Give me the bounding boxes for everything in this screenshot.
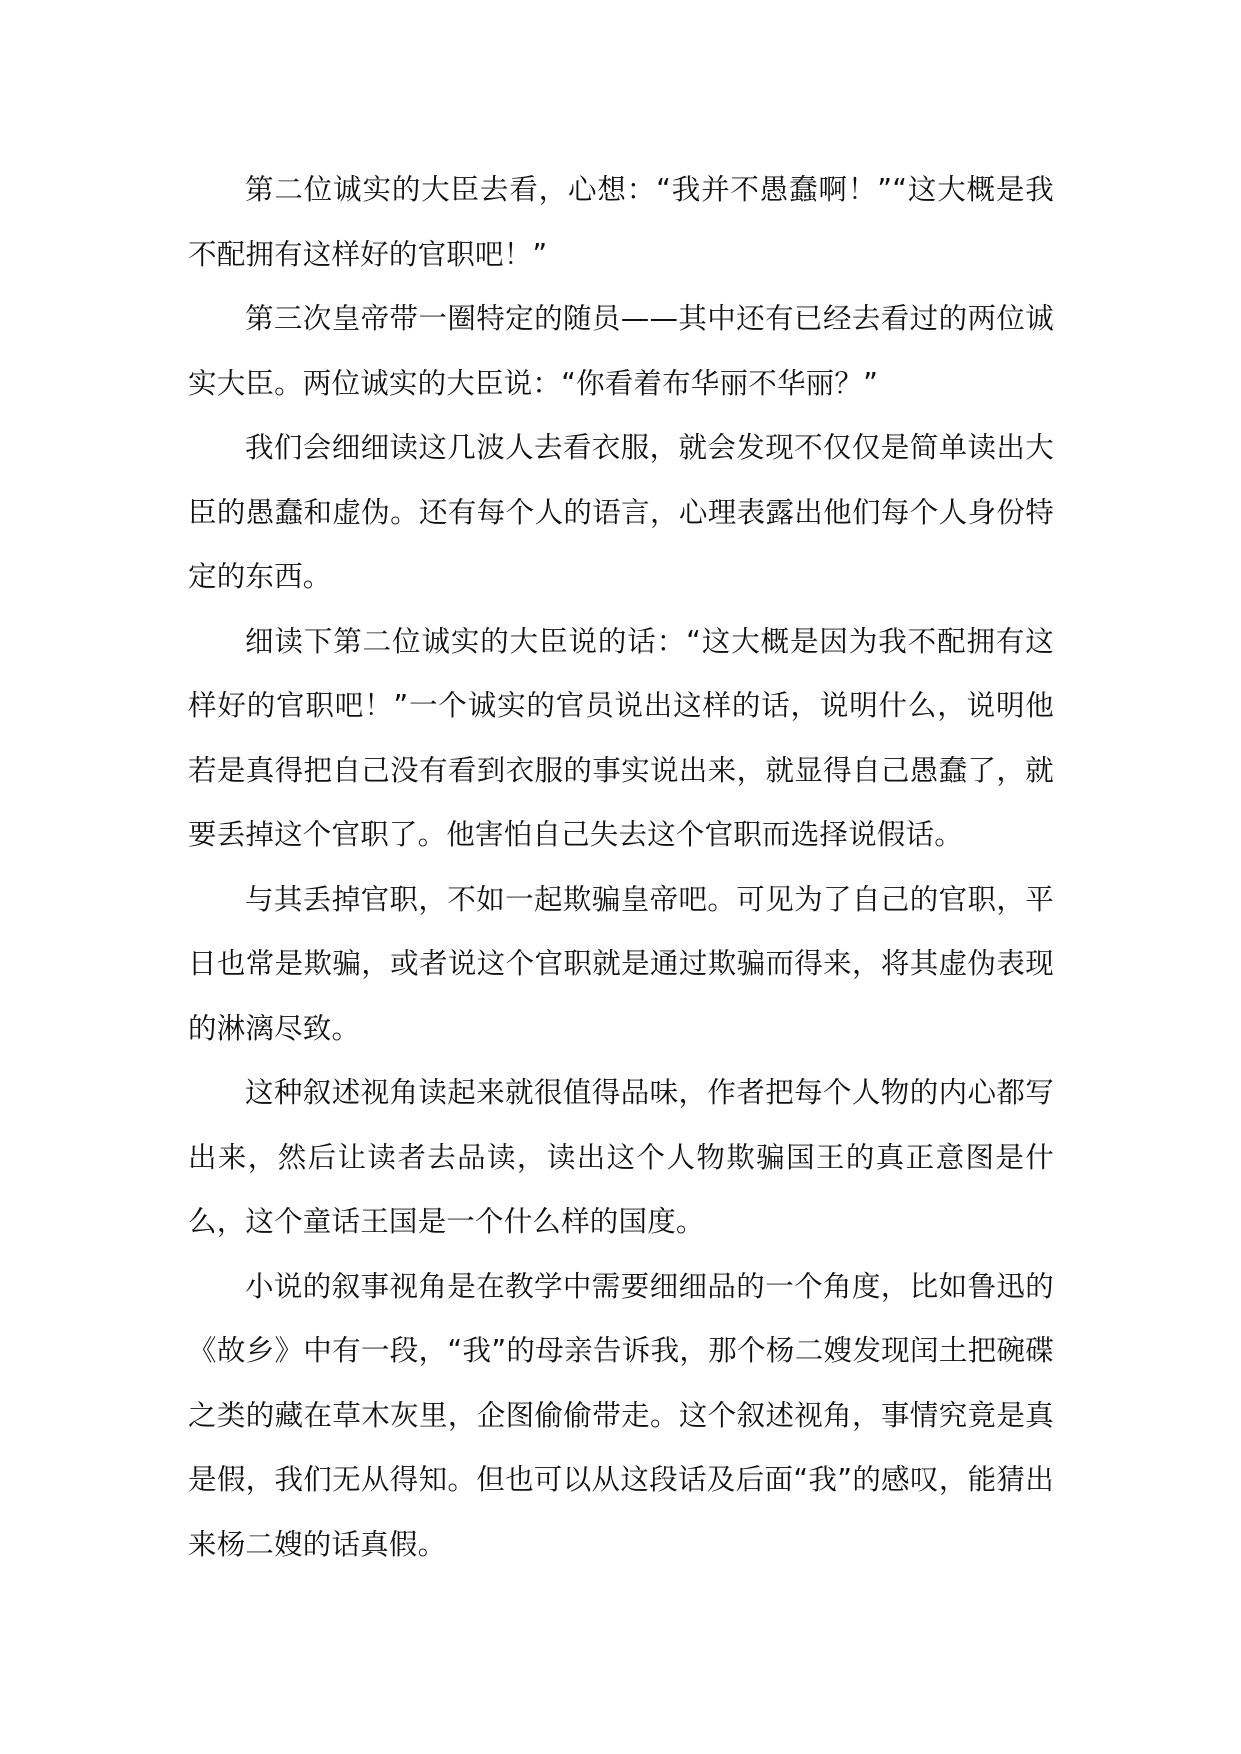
paragraph: 与其丢掉官职，不如一起欺骗皇帝吧。可见为了自己的官职，平日也常是欺骗，或者说这个官职就是通过欺骗而得来，将其虚伪表现的淋漓尽致。 (188, 882, 1054, 1045)
paragraph: 第二位诚实的大臣去看，心想：“我并不愚蠢啊！”“这大概是我不配拥有这样好的官职吧！” (188, 173, 1054, 271)
paragraph: 第三次皇帝带一圈特定的随员——其中还有已经去看过的两位诚实大臣。两位诚实的大臣说：“你看着布华丽不华丽？” (188, 302, 1054, 400)
paragraph: 我们会细细读这几波人去看衣服，就会发现不仅仅是简单读出大臣的愚蠢和虚伪。还有每个人的语言，心理表露出他们每个人身份特定的东西。 (188, 431, 1054, 593)
paragraph: 细读下第二位诚实的大臣说的话：“这大概是因为我不配拥有这样好的官职吧！”一个诚实的官员说出这样的话，说明什么，说明他若是真得把自己没有看到衣服的事实说出来，就显得自己愚蠢了，就要丢掉这个官职了。他害怕自己失去这个官职而选择说假话。 (188, 624, 1054, 851)
paragraph: 这种叙述视角读起来就很值得品味，作者把每个人物的内心都写出来，然后让读者去品读，读出这个人物欺骗国王的真正意图是什么，这个童话王国是一个什么样的国度。 (188, 1076, 1054, 1238)
paragraph: 小说的叙事视角是在教学中需要细细品的一个角度，比如鲁迅的《故乡》中有一段，“我”的母亲告诉我，那个杨二嫂发现闰土把碗碟之类的藏在草木灰里，企图偷偷带走。这个叙述视角，事情究竟是真是假，我们无从得知。但也可以从这段话及后面“我”的感叹，能猜出来杨二嫂的话真假。 (188, 1269, 1054, 1561)
body-text (188, 158, 1054, 1577)
